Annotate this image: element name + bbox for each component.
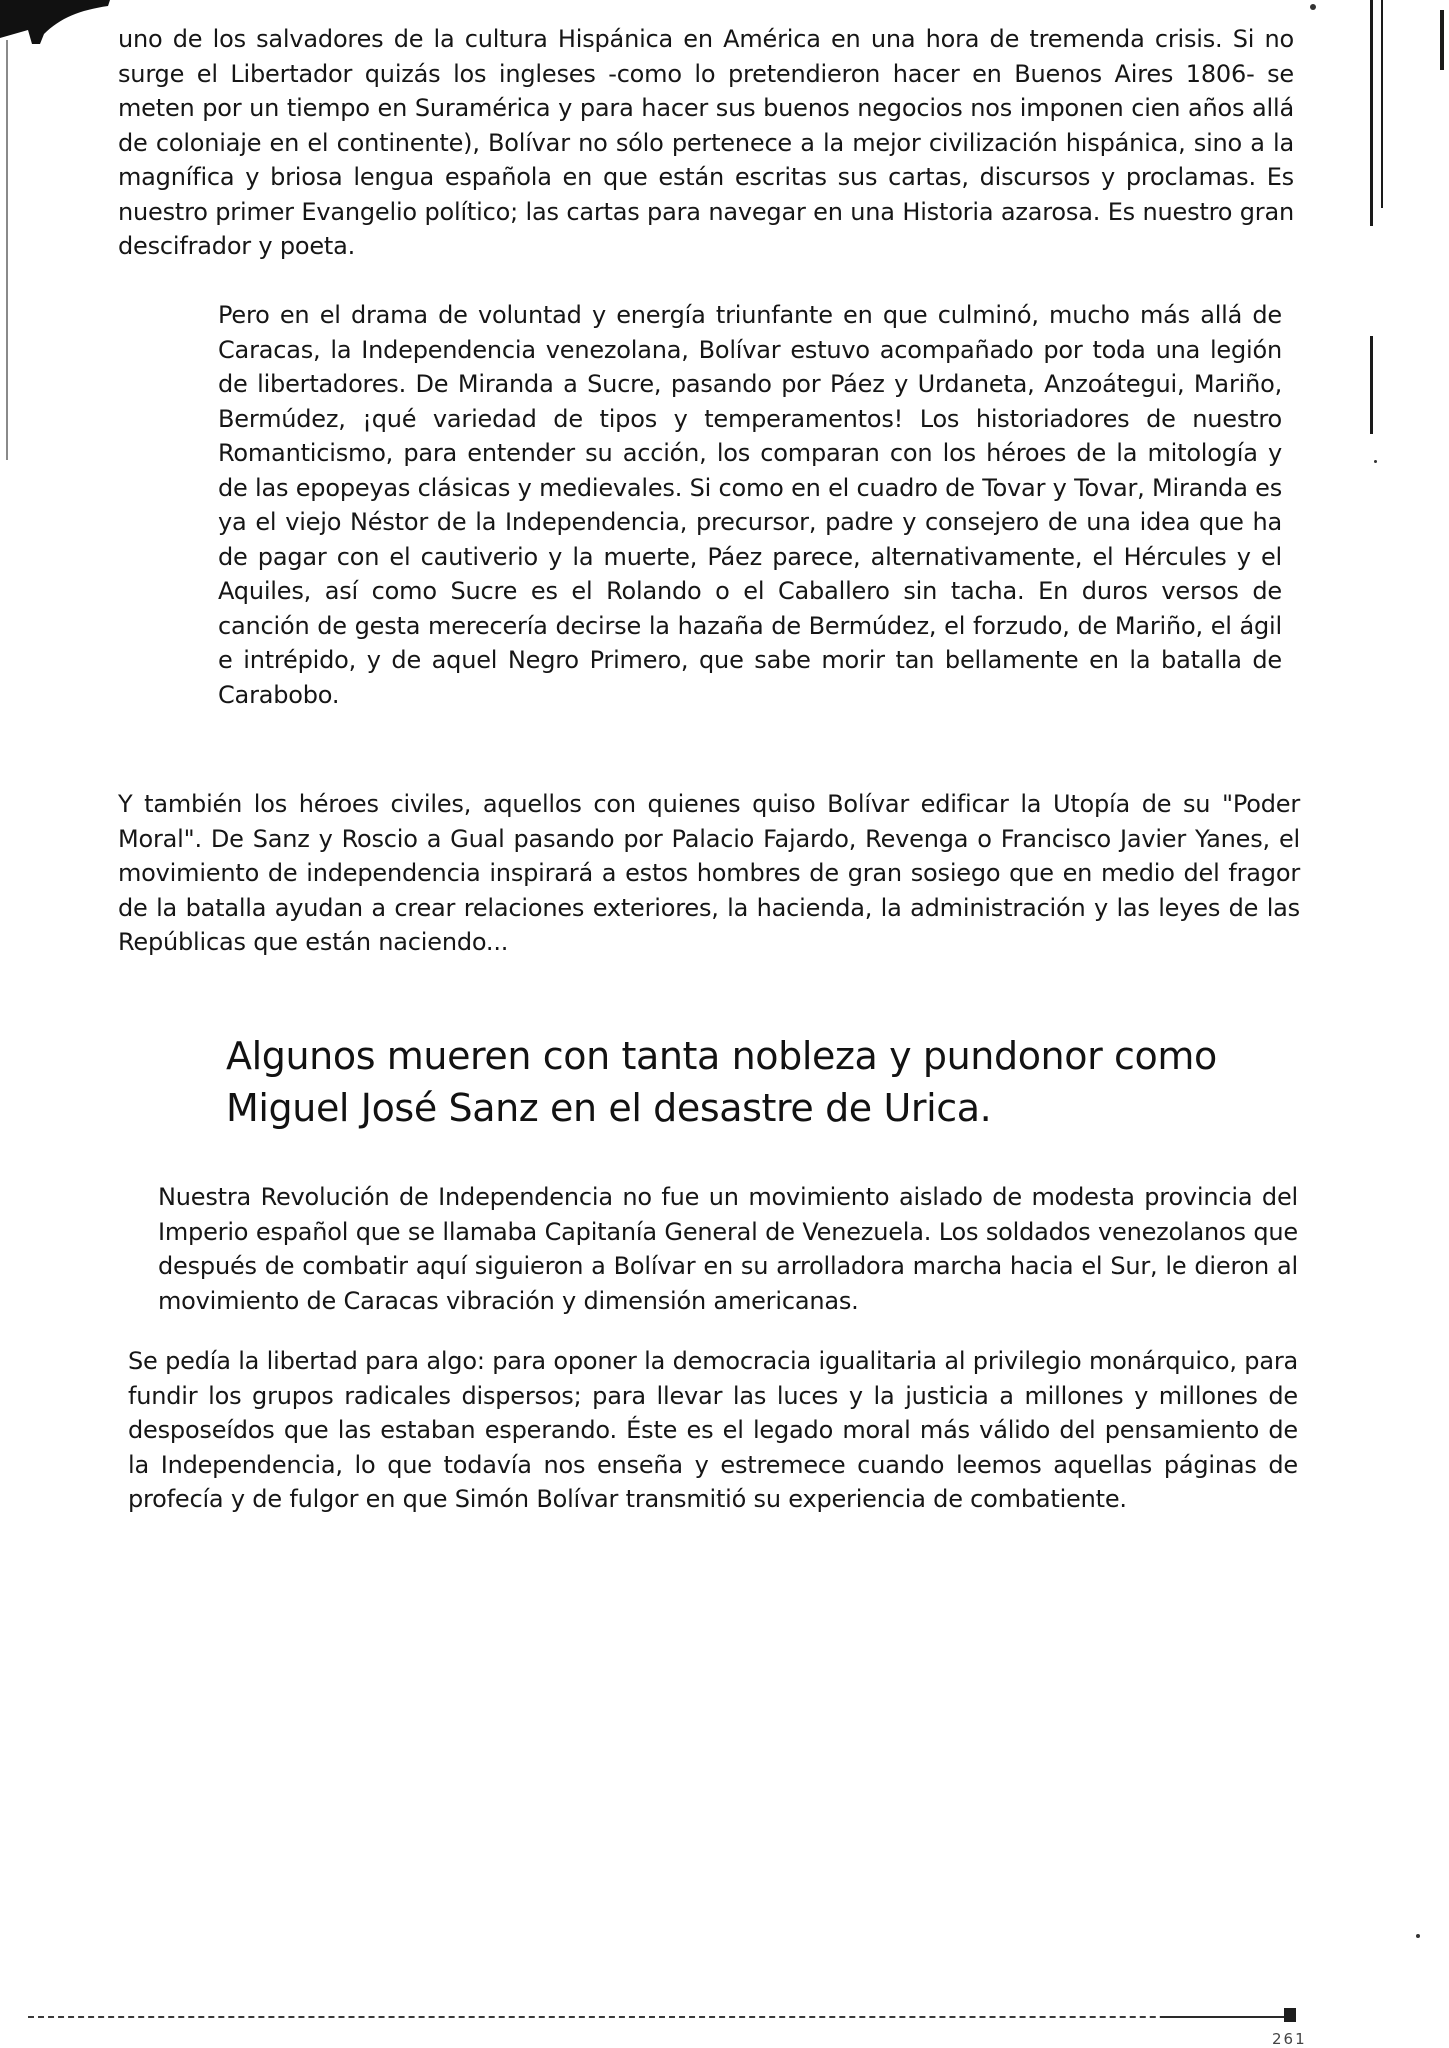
scan-speck bbox=[1310, 4, 1316, 10]
right-edge-mark bbox=[1440, 10, 1444, 70]
body-paragraph: uno de los salvadores de la cultura Hispánica en América en una hora de tremenda crisis. Si no surge el Libertador quizás los ingleses -como lo pretendieron hacer en Buenos Aires 1806- se meten por un tiempo en Suramérica y para hacer sus buenos negocios nos imponen cien años allá de coloniaje en el continente), Bolívar no sólo pertenece a la mejor civilización hispánica, sino a la magnífica y briosa lengua española en que están escritas sus cartas, discursos y proclamas. Es nuestro primer Evangelio político; las cartas para navegar en una Historia azarosa. Es nuestro gran descifrador y poeta. bbox=[118, 25, 1294, 260]
footer-marker bbox=[1284, 2008, 1296, 2022]
right-margin-mark bbox=[1370, 336, 1373, 434]
left-margin-mark bbox=[6, 40, 8, 460]
body-paragraph: Y también los héroes civiles, aquellos con quienes quiso Bolívar edificar la Utopía de su "Poder Moral". De Sanz y Roscio a Gual pasando por Palacio Fajardo, Revenga o Francisco Javier Yanes, el movimiento de independencia inspirará a estos hombres de gran sosiego que en medio del fragor de la batalla ayudan a crear relaciones exteriores, la hacienda, la administración y las leyes de las Repúblicas que están naciendo... bbox=[118, 790, 1300, 956]
page-number: 261 bbox=[1272, 2030, 1307, 2048]
scan-speck bbox=[1416, 1934, 1420, 1938]
pull-quote: Algunos mueren con tanta nobleza y pundonor como Miguel José Sanz en el desastre de Urica. bbox=[226, 1034, 1217, 1130]
body-paragraph: Nuestra Revolución de Independencia no fue un movimiento aislado de modesta provincia del Imperio español que se llamaba Capitanía General de Venezuela. Los soldados venezolanos que después de combatir aquí siguieron a Bolívar en su arrolladora marcha hacia el Sur, le dieron al movimiento de Caracas vibración y dimensión americanas. bbox=[158, 1183, 1298, 1315]
scan-corner-artifact bbox=[0, 0, 110, 44]
scan-speck bbox=[1374, 460, 1377, 463]
right-margin-mark bbox=[1381, 0, 1383, 208]
footer-rule bbox=[28, 2016, 1296, 2018]
indented-paragraph: Pero en el drama de voluntad y energía triunfante en que culminó, mucho más allá de Caracas, la Independencia venezolana, Bolívar estuvo acompañado por toda una legión de libertadores. De Miranda a Sucre, pasando por Páez y Urdaneta, Anzoátegui, Mariño, Bermúdez, ¡qué variedad de tipos y temperamentos! Los historiadores de nuestro Romanticismo, para entender su acción, los comparan con los héroes de la mitología y de las epopeyas clásicas y medievales. Si como en el cuadro de Tovar y Tovar, Miranda es ya el viejo Néstor de la Independencia, precursor, padre y consejero de una idea que ha de pagar con el cautiverio y la muerte, Páez parece, alternativamente, el Hércules y el Aquiles, así como Sucre es el Rolando o el Caballero sin tacha. En duros versos de canción de gesta merecería decirse la hazaña de Bermúdez, el forzudo, de Mariño, el ágil e intrépido, y de aquel Negro Primero, que sabe morir tan bellamente en la batalla de Carabobo. bbox=[218, 301, 1282, 709]
right-margin-mark bbox=[1370, 0, 1373, 226]
footer-rule-accent bbox=[1160, 2016, 1296, 2018]
body-paragraph: Se pedía la libertad para algo: para oponer la democracia igualitaria al privilegio monárquico, para fundir los grupos radicales dispersos; para llevar las luces y la justicia a millones y millones de desposeídos que las estaban esperando. Éste es el legado moral más válido del pensamiento de la Independencia, lo que todavía nos enseña y estremece cuando leemos aquellas páginas de profecía y de fulgor en que Simón Bolívar transmitió su experiencia de combatiente. bbox=[128, 1347, 1298, 1513]
